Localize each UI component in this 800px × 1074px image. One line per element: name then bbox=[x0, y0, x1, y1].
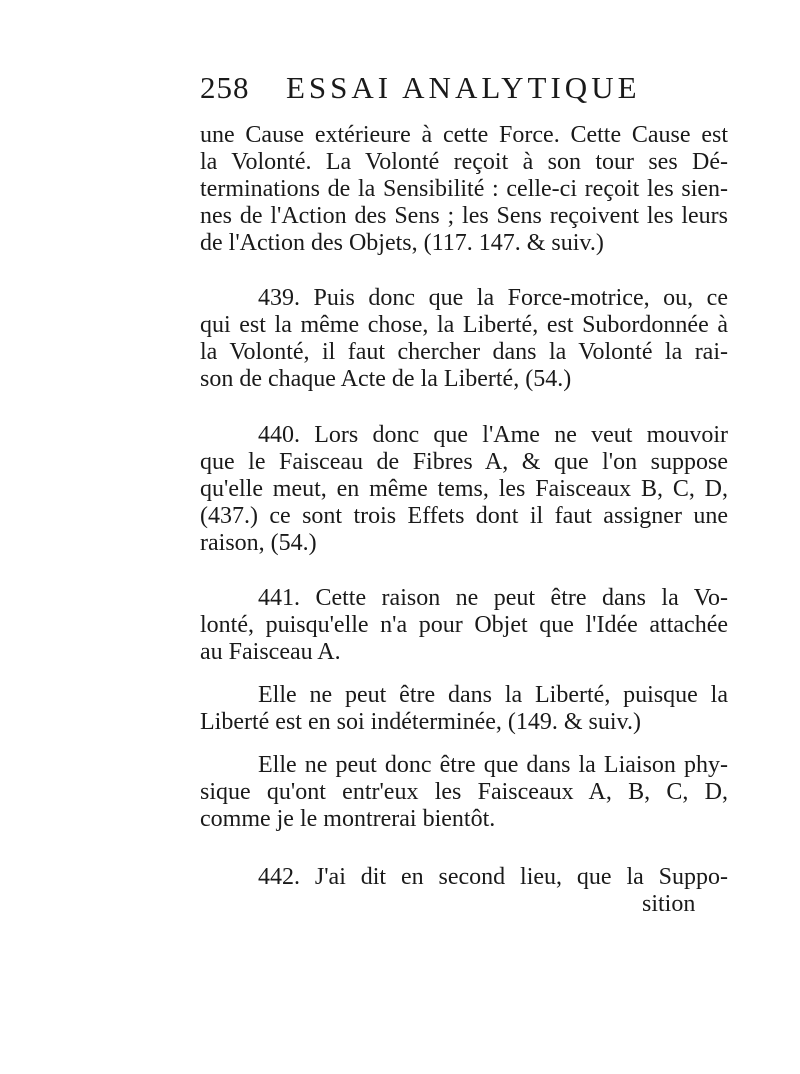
text-line: sique qu'ont entr'eux les Faisceaux A, B, C, D, bbox=[200, 779, 728, 805]
running-title: ESSAI ANALYTIQUE bbox=[286, 70, 641, 105]
text-line: la Volonté. La Volonté reçoit à son tour ses Dé- bbox=[200, 149, 728, 175]
text-line: qui est la même chose, la Liberté, est Subordonnée à bbox=[200, 312, 728, 338]
paragraph-439-first-line: 439. Puis donc que la Force-motrice, ou, ce bbox=[258, 285, 728, 311]
text-line: que le Faisceau de Fibres A, & que l'on suppose bbox=[200, 449, 728, 475]
paragraph-441-first-line: 441. Cette raison ne peut être dans la Vo- bbox=[258, 585, 728, 611]
text-line: nes de l'Action des Sens ; les Sens reçoivent les leurs bbox=[200, 203, 728, 229]
page-header bbox=[200, 70, 720, 110]
text-line: une Cause extérieure à cette Force. Cette Cause est bbox=[200, 122, 728, 148]
text-line: au Faisceau A. bbox=[200, 639, 341, 665]
text-line: comme je le montrerai bientôt. bbox=[200, 806, 496, 832]
paragraph-442-first-line: 442. J'ai dit en second lieu, que la Suppo- bbox=[258, 864, 728, 890]
text-line: lonté, puisqu'elle n'a pour Objet que l'Idée attachée bbox=[200, 612, 728, 638]
text-line: qu'elle meut, en même tems, les Faisceaux B, C, D, bbox=[200, 476, 728, 502]
text-line: de l'Action des Objets, (117. 147. & suiv.) bbox=[200, 230, 604, 256]
text-line: Elle ne peut donc être que dans la Liaison phy- bbox=[258, 752, 728, 778]
text-line: raison, (54.) bbox=[200, 530, 317, 556]
text-line: la Volonté, il faut chercher dans la Volonté la rai- bbox=[200, 339, 728, 365]
paragraph-440-first-line: 440. Lors donc que l'Ame ne veut mouvoir bbox=[258, 422, 728, 448]
text-line: Elle ne peut être dans la Liberté, puisque la bbox=[258, 682, 728, 708]
text-line: (437.) ce sont trois Effets dont il faut assigner une bbox=[200, 503, 728, 529]
page-number: 258 bbox=[200, 70, 250, 105]
text-line: son de chaque Acte de la Liberté, (54.) bbox=[200, 366, 572, 392]
catchword: sition bbox=[642, 891, 696, 917]
text-line: terminations de la Sensibilité : celle-ci reçoit les sien- bbox=[200, 176, 728, 202]
text-line: Liberté est en soi indéterminée, (149. & suiv.) bbox=[200, 709, 641, 735]
